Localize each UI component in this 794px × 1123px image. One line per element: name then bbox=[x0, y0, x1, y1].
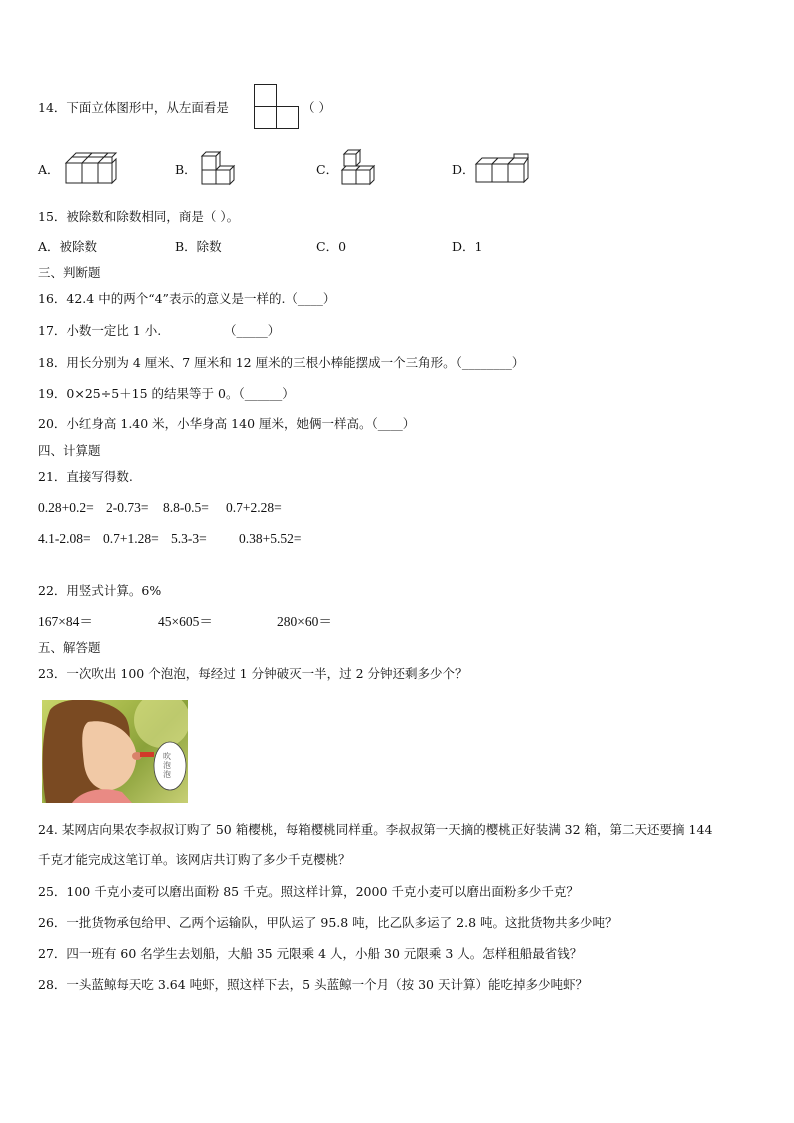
option-c-label: C． bbox=[316, 162, 339, 177]
section-5-heading: 五、解答题 bbox=[38, 640, 101, 655]
question-28-text: 28．一头蓝鲸每天吃 3.64 吨虾，照这样下去，5 头蓝鲸一个月（按 30 天计算）能吃掉多少吨虾？ bbox=[38, 977, 588, 992]
girl-blowing-bubbles-photo bbox=[42, 700, 188, 803]
question-16-text: 16．42.4 中的两个“4”表示的意义是一样的.（____） bbox=[38, 291, 336, 306]
section-3-heading: 三、判断题 bbox=[38, 265, 101, 280]
option-d-cubes-figure bbox=[474, 152, 534, 186]
left-view-figure bbox=[254, 84, 300, 130]
calc-item: 4.1-2.08= bbox=[38, 531, 91, 546]
question-21-text: 21．直接写得数. bbox=[38, 469, 133, 484]
question-25-text: 25．100 千克小麦可以磨出面粉 85 千克。照这样计算，2000 千克小麦可以磨出面粉多少千克？ bbox=[38, 884, 579, 899]
question-23-text: 23．一次吹出 100 个泡泡，每经过 1 分钟破灭一半，过 2 分钟还剩多少个？ bbox=[38, 666, 468, 681]
option-d-label: D． bbox=[452, 162, 475, 177]
question-17-blank: （_____） bbox=[224, 323, 281, 338]
question-22-text: 22．用竖式计算。6% bbox=[38, 583, 162, 598]
q15-option-d: D．1 bbox=[452, 239, 483, 254]
q15-option-b: B．除数 bbox=[175, 239, 222, 254]
question-24-line-1: 24. 某网店向果农李叔叔订购了 50 箱樱桃，每箱樱桃同样重。李叔叔第一天摘的樱桃正好装满 32 箱，第二天还要摘 144 bbox=[38, 822, 713, 837]
option-c-cubes-figure bbox=[338, 148, 382, 188]
vertical-calc-item: 167×84＝ bbox=[38, 614, 93, 629]
calc-item: 2-0.73= bbox=[106, 500, 149, 515]
question-14-text: 14．下面立体图形中，从左面看是 bbox=[38, 100, 229, 115]
question-19-text: 19．0×25÷5＋15 的结果等于 0。（______） bbox=[38, 386, 295, 401]
calc-item: 5.3-3= bbox=[171, 531, 207, 546]
option-a-label: A． bbox=[38, 162, 60, 177]
q15-option-c: C．0 bbox=[316, 239, 347, 254]
option-b-label: B． bbox=[175, 162, 197, 177]
bubble-caption: 吹泡泡 bbox=[163, 752, 171, 779]
question-27-text: 27．四一班有 60 名学生去划船，大船 35 元限乘 4 人，小船 30 元限乘 3 人。怎样租船最省钱？ bbox=[38, 946, 583, 961]
calc-item: 0.7+1.28= bbox=[103, 531, 159, 546]
vertical-calc-item: 45×605＝ bbox=[158, 614, 213, 629]
calc-item: 0.28+0.2= bbox=[38, 500, 94, 515]
calc-item: 0.7+2.28= bbox=[226, 500, 282, 515]
vertical-calc-item: 280×60＝ bbox=[277, 614, 332, 629]
calc-item: 8.8-0.5= bbox=[163, 500, 209, 515]
question-26-text: 26．一批货物承包给甲、乙两个运输队，甲队运了 95.8 吨，比乙队多运了 2.8 吨。这批货物共多少吨？ bbox=[38, 915, 618, 930]
q15-option-a: A．被除数 bbox=[38, 239, 98, 254]
question-17-text: 17．小数一定比 1 小. bbox=[38, 323, 162, 338]
question-15-text: 15．被除数和除数相同，商是（ ）。 bbox=[38, 209, 240, 224]
question-20-text: 20．小红身高 1.40 米，小华身高 140 厘米，她俩一样高。（____） bbox=[38, 416, 416, 431]
option-a-cubes-figure bbox=[64, 150, 118, 186]
calc-item: 0.38+5.52= bbox=[239, 531, 302, 546]
section-4-heading: 四、计算题 bbox=[38, 443, 101, 458]
question-18-text: 18．用长分别为 4 厘米、7 厘米和 12 厘米的三根小棒能摆成一个三角形。（________） bbox=[38, 355, 525, 370]
question-14-paren: （ ） bbox=[302, 100, 331, 115]
question-24-line-2: 千克才能完成这笔订单。该网店共订购了多少千克樱桃？ bbox=[38, 852, 351, 867]
option-b-cubes-figure bbox=[198, 150, 242, 188]
